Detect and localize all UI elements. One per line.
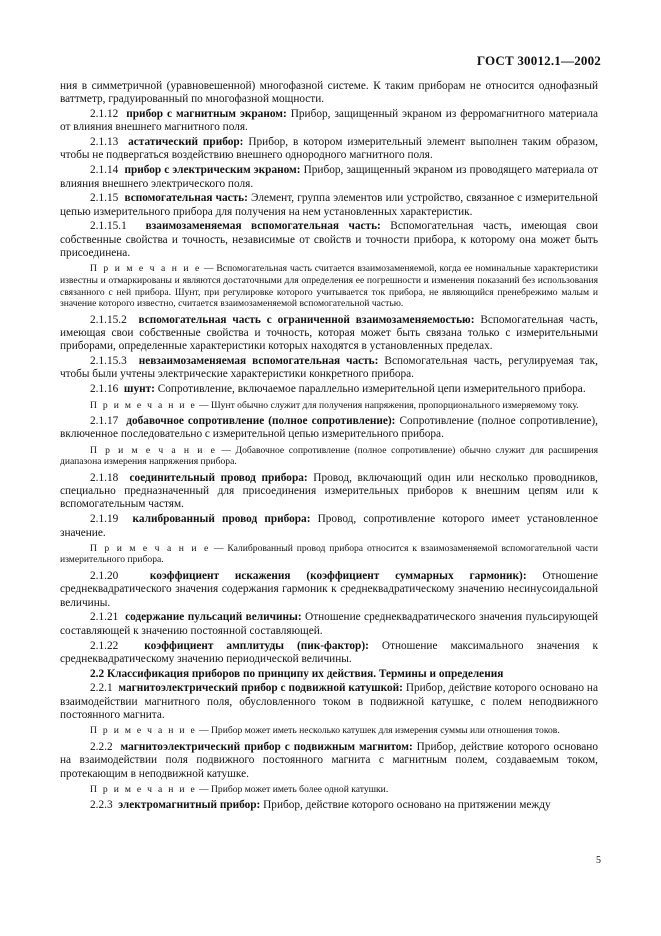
clause-number: 2.1.21 bbox=[90, 611, 119, 624]
definition-paragraph bbox=[60, 192, 598, 219]
definition-paragraph bbox=[60, 611, 598, 638]
clause-number: 2.1.19 bbox=[90, 513, 119, 526]
clause-number: 2.2.1 bbox=[90, 682, 113, 695]
note-text: — Добавочное сопротивление (полное сопротивление) обычно служит для расширения диапазона измерения напряжения прибора. bbox=[60, 444, 598, 468]
term: добавочное сопротивление (полное сопротивление): bbox=[126, 415, 396, 428]
note bbox=[60, 400, 598, 412]
clause-number: 2.1.16 bbox=[90, 383, 119, 396]
definition-paragraph bbox=[60, 220, 598, 260]
clause-number: 2.1.15.3 bbox=[90, 355, 127, 368]
note-label: П р и м е ч а н и е bbox=[90, 783, 197, 795]
clause-number: 2.1.15.2 bbox=[90, 313, 127, 326]
definition-paragraph bbox=[60, 640, 598, 667]
term: шунт: bbox=[123, 383, 155, 396]
definition-text: Отношение максимального значения к среднеквадратическому значению периодической величины. bbox=[60, 639, 598, 665]
term: прибор с магнитным экраном: bbox=[126, 108, 287, 121]
definition-text: Отношение среднеквадратического значения пульсирующей составляющей к значению постоянной составляющей. bbox=[60, 611, 599, 637]
note bbox=[60, 543, 598, 566]
note bbox=[60, 784, 598, 796]
definition-paragraph bbox=[60, 80, 598, 107]
definition-paragraph bbox=[60, 415, 598, 442]
term: вспомогательная часть: bbox=[124, 192, 248, 205]
clause-number: 2.1.13 bbox=[90, 136, 119, 149]
definition-paragraph bbox=[60, 136, 598, 163]
term: вспомогательная часть с ограниченной взаимозаменяемостью: bbox=[138, 313, 475, 326]
note-text: — Калиброванный провод прибора относится к взаимозаменяемой вспомогательной части измерительного прибора. bbox=[60, 542, 598, 566]
page-number: 5 bbox=[596, 855, 601, 866]
clause-number: 2.1.14 bbox=[90, 164, 119, 177]
term: калиброванный провод прибора: bbox=[132, 513, 311, 526]
definition-text: Прибор, защищенный экраном из проводящего материала от влияния внешнего электрического поля. bbox=[60, 164, 598, 190]
note-text: — Прибор может иметь более одной катушки. bbox=[196, 783, 389, 795]
note-label: П р и м е ч а н и е bbox=[90, 725, 197, 737]
term: электромагнитный прибор: bbox=[118, 799, 261, 812]
clause-number: 2.1.15 bbox=[90, 192, 119, 205]
definition-text: Прибор, в котором измерительный элемент выполнен таким образом, чтобы не подвергаться воздействию внешнего однородного магнитного поля. bbox=[60, 136, 598, 162]
note-label: П р и м е ч а н и е bbox=[90, 542, 210, 554]
definition-paragraph bbox=[60, 314, 598, 354]
definition-text: Сопротивление, включаемое параллельно измерительной цепи измерительного прибора. bbox=[157, 383, 586, 396]
definition-paragraph bbox=[60, 799, 598, 812]
note-text: — Прибор может иметь несколько катушек для измерения суммы или отношения токов. bbox=[196, 725, 560, 737]
definition-text: Вспомогательная часть, имеющая свои собственные свойства и точность, которая может быть связана только с измерительными приборами, определенные характеристики которых находятся в установленных пределах. bbox=[60, 313, 598, 353]
clause-number: 2.1.17 bbox=[90, 415, 119, 428]
definition-paragraph bbox=[60, 472, 598, 512]
section-heading: 2.2 Классификация приборов по принципу их действия. Термины и определения bbox=[90, 667, 504, 680]
note bbox=[60, 445, 598, 468]
note-label: П р и м е ч а н и е bbox=[90, 399, 197, 411]
definition-paragraph bbox=[60, 570, 598, 610]
clause-number: 2.1.12 bbox=[90, 108, 119, 121]
note-label: П р и м е ч а н и е bbox=[90, 263, 202, 275]
document-body bbox=[60, 80, 598, 814]
definition-text: ния в симметричной (уравновешенной) многофазной системе. К таким приборам не относится однофазный ваттметр, градуированный по многофазной мощности. bbox=[60, 80, 598, 106]
definition-paragraph bbox=[60, 108, 598, 135]
clause-number: 2.1.20 bbox=[90, 570, 119, 583]
note bbox=[60, 725, 598, 737]
note-label: П р и м е ч а н и е bbox=[90, 444, 217, 456]
term: астатический прибор: bbox=[128, 136, 244, 149]
clause-number: 2.2.3 bbox=[90, 799, 113, 812]
term: взаимозаменяемая вспомогательная часть: bbox=[145, 220, 381, 233]
definition-text: Провод, сопротивление которого имеет установленное значение. bbox=[60, 513, 598, 539]
note bbox=[60, 263, 598, 309]
clause-number: 2.2.2 bbox=[90, 740, 113, 753]
definition-text: Вспомогательная часть, имеющая свои собственные свойства и точность, независимые от свойств и точности прибора, к которому она может быть присоединена. bbox=[60, 220, 599, 260]
definition-text: Провод, включающий один или несколько проводников, специально предназначенный для присоединения измерительных приборов к внешним цепям или к вспомогательным частям. bbox=[60, 471, 598, 511]
clause-number: 2.1.22 bbox=[90, 639, 119, 652]
document-header: ГОСТ 30012.1—2002 bbox=[476, 53, 601, 68]
term: прибор с электрическим экраном: bbox=[124, 164, 301, 177]
definition-text: Элемент, группа элементов или устройство, связанное с измерительной цепью измерительного прибора для получения на нем установленных характеристик. bbox=[60, 192, 598, 218]
term: невзаимозаменяемая вспомогательная часть: bbox=[138, 355, 379, 368]
definition-paragraph bbox=[60, 682, 598, 722]
definition-paragraph bbox=[60, 355, 598, 382]
definition-text: Прибор, действие которого основано на притяжении между bbox=[263, 799, 551, 812]
term: содержание пульсаций величины: bbox=[125, 611, 302, 624]
term: коэффициент амплитуды (пик-фактор): bbox=[144, 639, 369, 652]
clause-number: 2.1.15.1 bbox=[90, 220, 127, 233]
term: магнитоэлектрический прибор с подвижной катушкой: bbox=[118, 682, 403, 695]
term: магнитоэлектрический прибор с подвижным магнитом: bbox=[120, 740, 413, 753]
definition-paragraph bbox=[60, 383, 598, 396]
note-text: — Шунт обычно служит для получения напряжения, пропорционального измеряемому току. bbox=[196, 399, 579, 411]
definition-paragraph bbox=[60, 513, 598, 540]
definition-text: Вспомогательная часть, регулируемая так, чтобы были учтены электрические характеристики конкретного прибора. bbox=[60, 355, 598, 381]
note-text: — Вспомогательная часть считается взаимозаменяемой, когда ее номинальные характеристики известны и отмаркированы и являются достаточными для определения ее погрешности и изменения показаний без использования связанного с ней прибора. Шунт, при регулировке которого учитывается ток прибора, не являющийся пренебрежимо малым и значение которого известно, считается взаимозаменяемой вспомогательной частью. bbox=[60, 263, 598, 310]
clause-number: 2.1.18 bbox=[90, 471, 119, 484]
term: соединительный провод прибора: bbox=[129, 471, 308, 484]
definition-text: Сопротивление (полное сопротивление), включенное последовательно с измерительной цепью измерительного прибора. bbox=[60, 415, 598, 441]
definition-paragraph bbox=[60, 164, 598, 191]
definition-text: Прибор, действие которого основано на взаимодействии поля подвижного постоянного магнита с магнитным полем, создаваемым током, протекающим в неподвижной катушке. bbox=[60, 740, 598, 780]
definition-paragraph bbox=[60, 741, 598, 781]
term: коэффициент искажения (коэффициент суммарных гармоник): bbox=[149, 570, 527, 583]
definition-text: Прибор, защищенный экраном из ферромагнитного материала от влияния внешнего магнитного поля. bbox=[60, 108, 598, 134]
definition-text: Отношение среднеквадратического значения содержания гармоник к среднеквадратическому значению несинусоидальной величины. bbox=[60, 570, 598, 609]
definition-text: Прибор, действие которого основано на взаимодействии магнитного поля, обусловленного током в подвижной катушке, с полем неподвижного постоянного магнита. bbox=[60, 682, 598, 722]
